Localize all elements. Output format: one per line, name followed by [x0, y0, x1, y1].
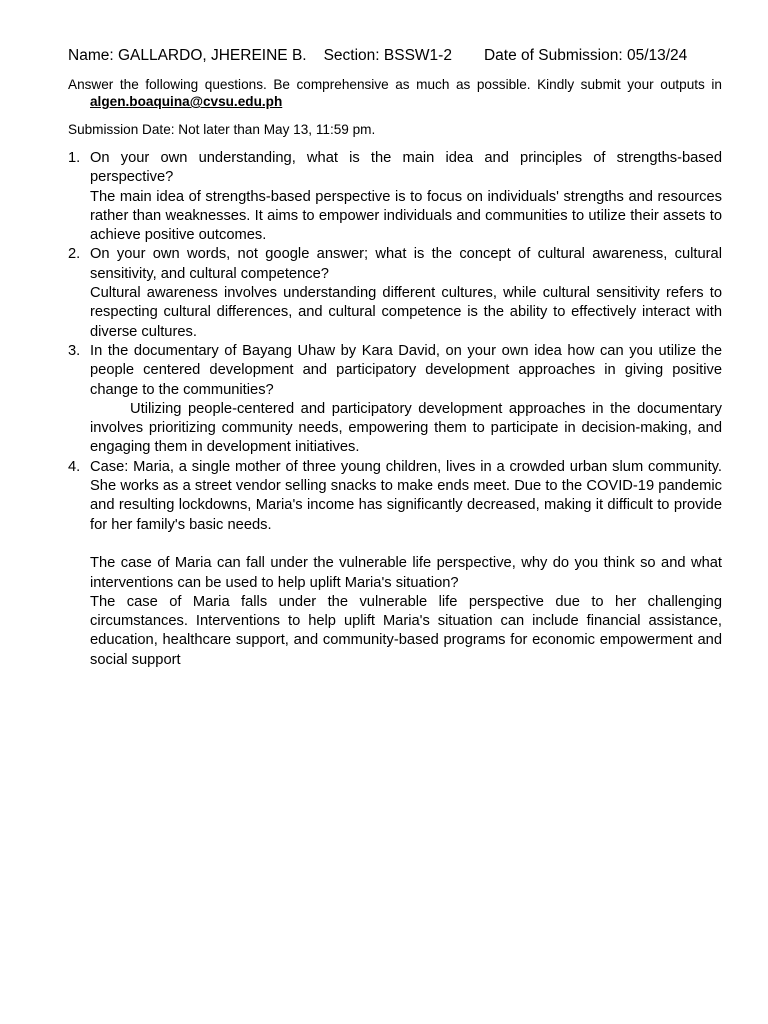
submission-date: Date of Submission: 05/13/24: [483, 47, 688, 64]
question-item-1: [68, 149, 722, 245]
question-number: 4.: [68, 458, 81, 475]
question-list: [68, 149, 722, 670]
question-text: On your own understanding, what is the main idea and principles of strengths-based perspective?: [90, 150, 722, 186]
question-number: 1.: [68, 150, 81, 166]
answer-text: The case of Maria falls under the vulnerable life perspective due to her challenging circumstances. Interventions to help uplift Maria's situation can include financial assistance, education, healthcare support, and community-based programs for economic empowerment and social support: [90, 593, 722, 668]
header-line: [68, 47, 687, 65]
student-name: Name: GALLARDO, JHEREINE B.: [68, 47, 307, 64]
question-number: 2.: [68, 246, 81, 263]
question-number: 3.: [68, 342, 81, 359]
blank-line: [90, 535, 722, 554]
question-item-4: [68, 458, 722, 670]
submission-email: algen.boaquina@cvsu.edu.ph: [90, 94, 283, 109]
question-text: On your own words, not google answer; what is the concept of cultural awareness, cultural sensitivity, and cultural competence?: [90, 246, 722, 282]
question-text: The case of Maria can fall under the vulnerable life perspective, why do you think so and what interventions can be used to help uplift Maria's situation?: [90, 555, 722, 591]
answer-text: Cultural awareness involves understanding different cultures, while cultural sensitivity refers to respecting cultural differences, and cultural competence is the ability to effectively interact with diverse cultures.: [90, 285, 722, 340]
instructions-text: Answer the following questions. Be comprehensive as much as possible. Kindly submit your outputs in: [68, 77, 722, 92]
deadline-text: Submission Date: Not later than May 13, 11:59 pm.: [68, 122, 376, 137]
student-section: Section: BSSW1-2: [323, 47, 452, 64]
question-item-2: [68, 245, 722, 341]
question-text: In the documentary of Bayang Uhaw by Kara David, on your own idea how can you utilize the people centered development and participatory development approaches in giving positive change to the communities?: [90, 342, 722, 398]
question-item-3: [68, 342, 722, 458]
answer-text: The main idea of strengths-based perspective is to focus on individuals' strengths and resources rather than weaknesses. It aims to empower individuals and communities to utilize their assets to achieve positive outcomes.: [90, 188, 722, 244]
answer-text: Utilizing people-centered and participatory development approaches in the documentary involves prioritizing community needs, empowering them to participate in decision-making, and engaging them in development initiatives.: [90, 400, 722, 456]
case-text: Case: Maria, a single mother of three young children, lives in a crowded urban slum community. She works as a street vendor selling snacks to make ends meet. Due to the COVID-19 pandemic and resulting lockdowns, Maria's income has significantly decreased, making it difficult to provide for her family's basic needs.: [90, 458, 722, 533]
